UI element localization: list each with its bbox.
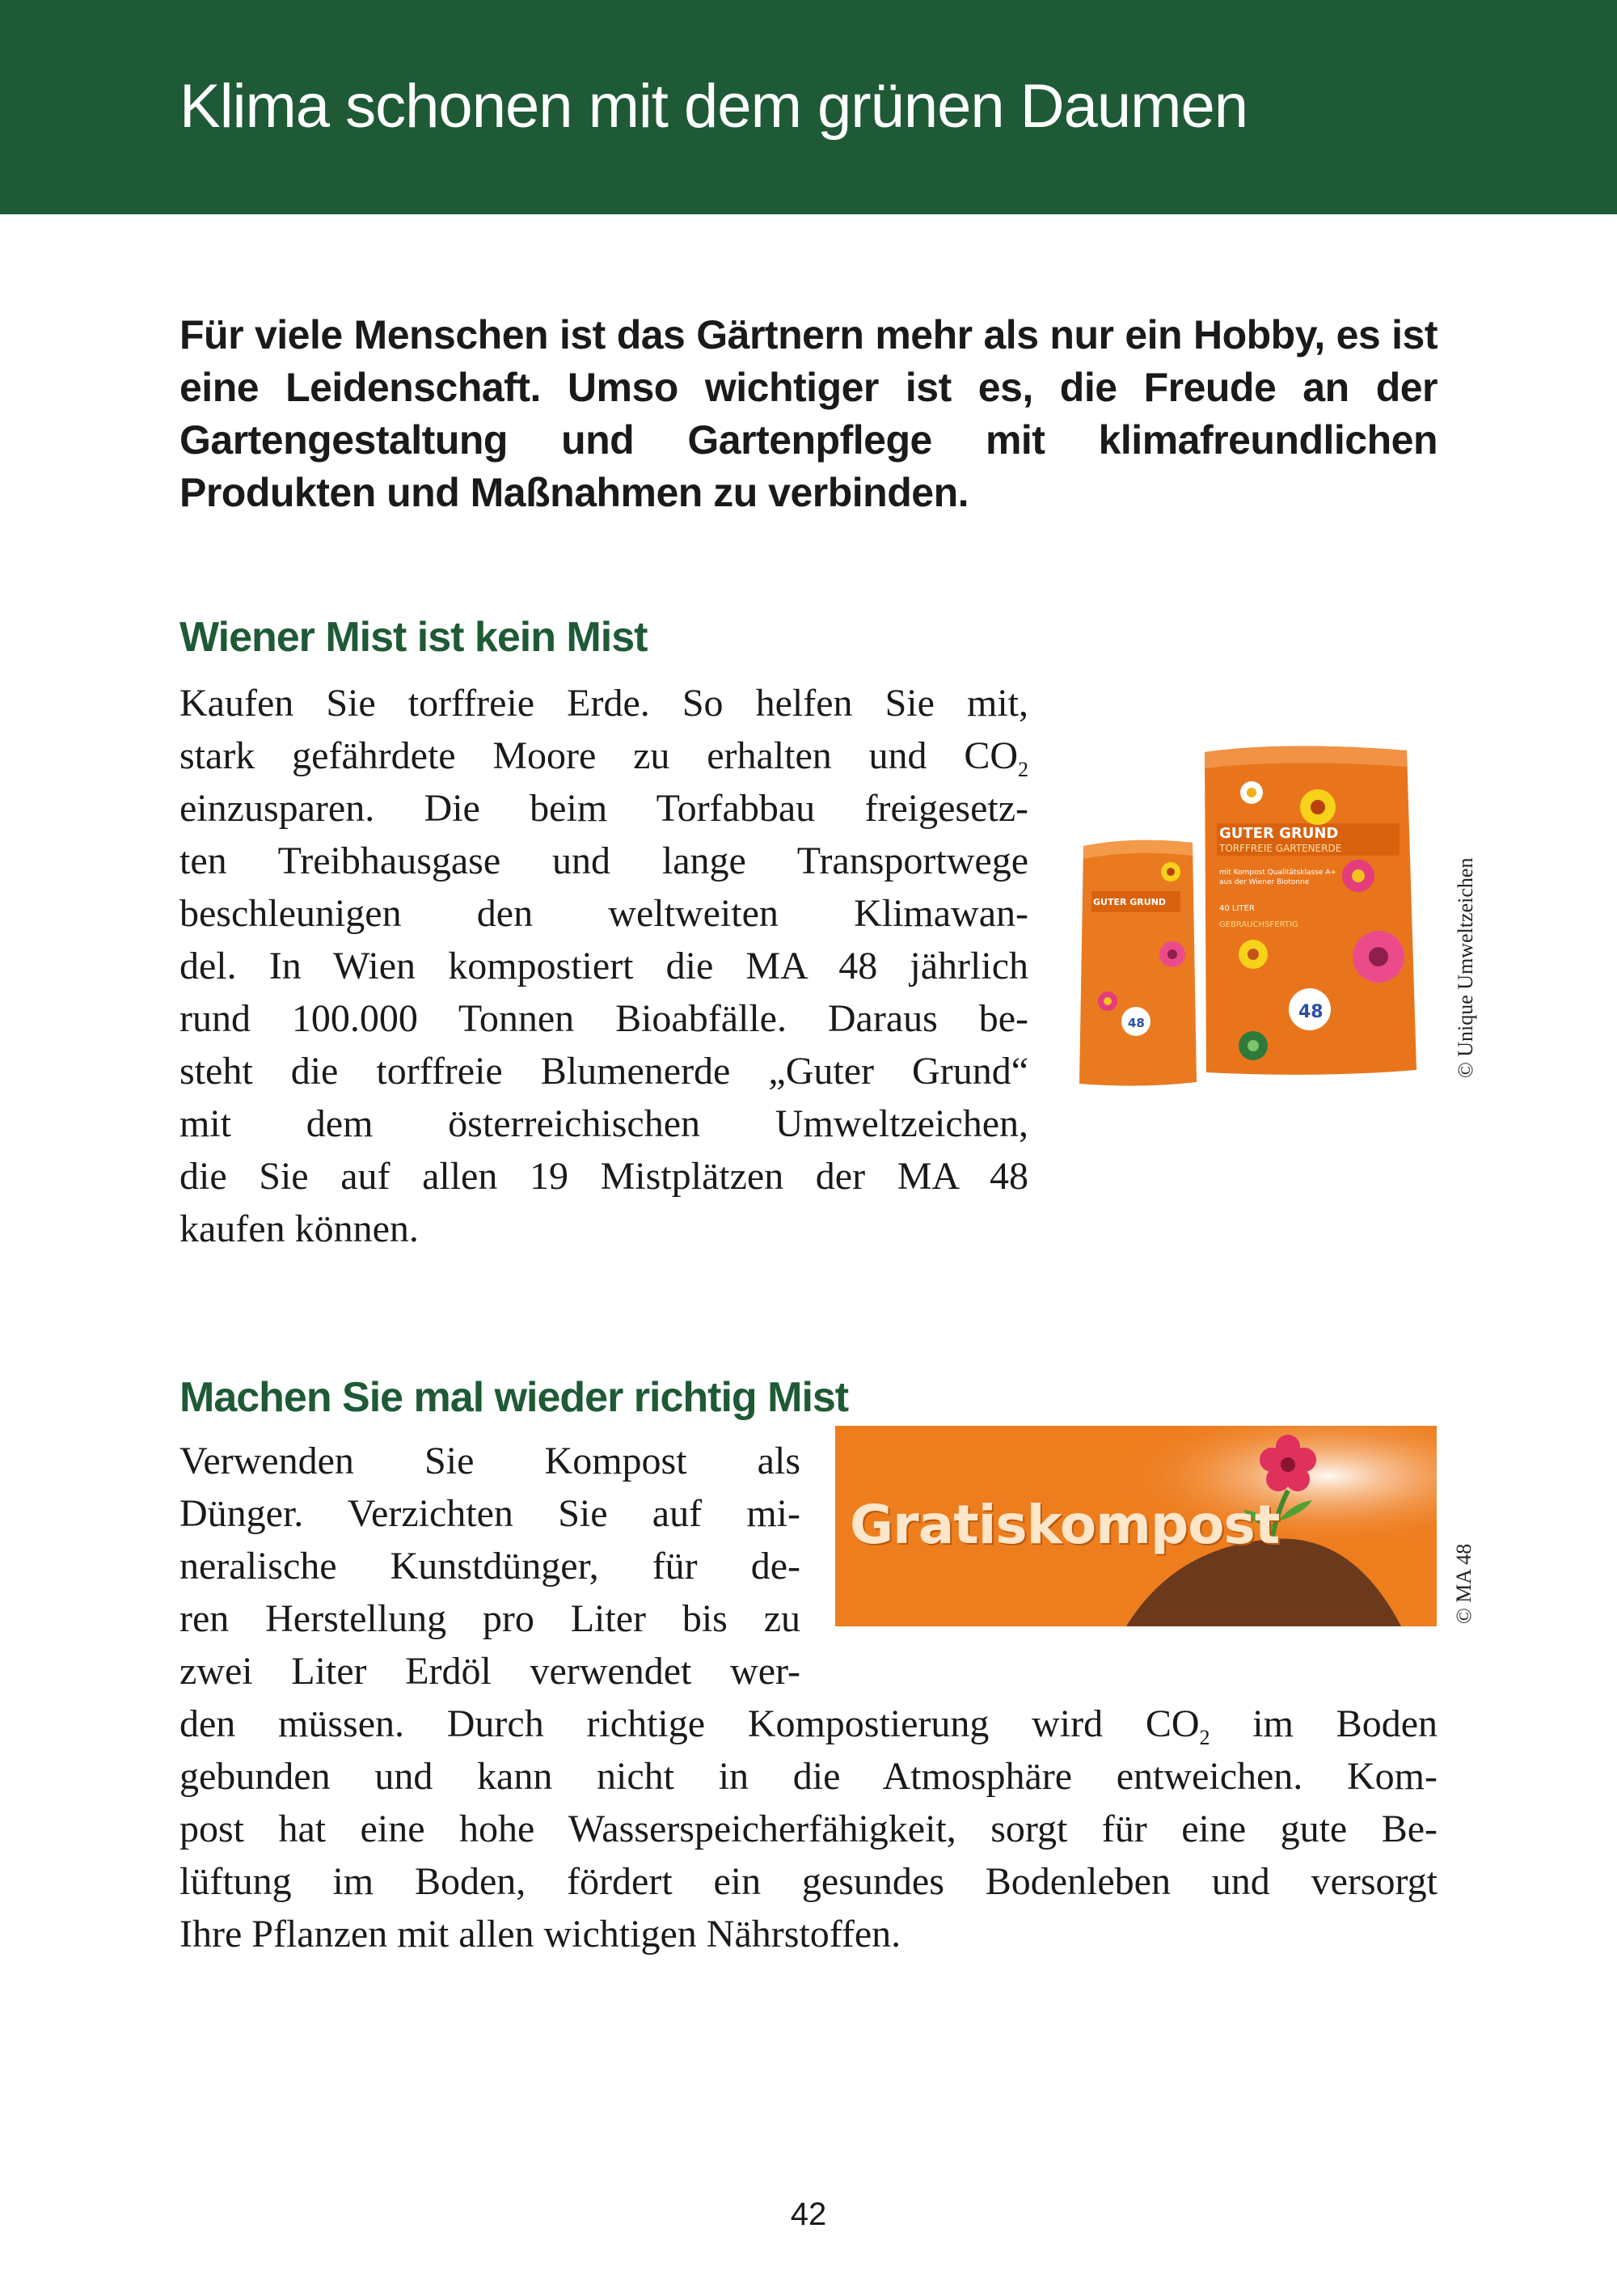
bag-line: mit Kompost Qualitätsklasse A+ xyxy=(1219,869,1336,877)
page-title: Klima schonen mit dem grünen Daumen xyxy=(179,72,1248,141)
flower-icon xyxy=(1239,1031,1268,1060)
svg-text:48: 48 xyxy=(1128,1016,1145,1030)
flower-icon xyxy=(1342,860,1374,892)
flower-icon xyxy=(1159,941,1185,967)
text-line: Ihre Pflanzen mit allen wichtigen Nährstoffen. xyxy=(179,1913,901,1956)
image-credit: © Unique Umweltzeichen xyxy=(1454,857,1477,1078)
section2-body-top xyxy=(179,1435,800,1698)
small-bag-title: GUTER GRUND xyxy=(1093,897,1167,907)
text-line: ten Treibhausgase und lange Transportwege xyxy=(179,839,1028,882)
bag-line: aus der Wiener Biotonne xyxy=(1219,878,1310,886)
text-line: ren Herstellung pro Liter bis zu xyxy=(179,1597,800,1640)
flower-icon xyxy=(1161,862,1180,882)
section-heading-machen-sie-mist: Machen Sie mal wieder richtig Mist xyxy=(179,1374,849,1421)
bag-subtitle: TORFFREIE GARTENERDE xyxy=(1219,843,1342,854)
soil-bags-image xyxy=(1075,742,1431,1090)
page-number: 42 xyxy=(790,2197,827,2232)
bag-extra: GEBRAUCHSFERTIG xyxy=(1219,920,1298,929)
text-fragment: den müssen. Durch richtige Kompostierung wird CO xyxy=(179,1702,1200,1745)
text-fragment: im Boden xyxy=(1252,1702,1438,1745)
svg-text:48: 48 xyxy=(1298,1002,1324,1022)
bag-volume: 40 LITER xyxy=(1219,904,1255,913)
flower-icon xyxy=(1239,940,1268,969)
bag-title: GUTER GRUND xyxy=(1219,825,1339,842)
flower-icon xyxy=(1098,992,1117,1011)
text-line: Kaufen Sie torffreie Erde. So helfen Sie mit, xyxy=(179,682,1028,725)
text-line: del. In Wien kompostiert die MA 48 jährlich xyxy=(179,945,1028,987)
gratiskompost-banner xyxy=(835,1426,1437,1626)
section-heading-wiener-mist: Wiener Mist ist kein Mist xyxy=(179,614,648,661)
section1-body xyxy=(179,677,1028,1255)
text-line: mit dem österreichischen Umweltzeichen, xyxy=(179,1102,1028,1145)
banner-credit: © MA 48 xyxy=(1452,1543,1476,1624)
text-line xyxy=(179,1698,1438,1750)
text-line: Dünger. Verzichten Sie auf mi- xyxy=(179,1492,800,1535)
text-line: neralische Kunstdünger, für de- xyxy=(179,1545,800,1588)
banner-text: Gratiskompost xyxy=(850,1494,1280,1556)
text-fragment: stark gefährdete Moore zu erhalten und CO xyxy=(179,734,1018,777)
text-line: gebunden und kann nicht in die Atmosphäre entweichen. Kom- xyxy=(179,1755,1438,1798)
text-line: post hat eine hohe Wasserspeicherfähigkeit, sorgt für eine gute Be- xyxy=(179,1808,1438,1850)
flower-icon xyxy=(1353,931,1404,983)
page-header xyxy=(0,0,1617,214)
flower-icon xyxy=(1300,789,1336,825)
ma48-logo-icon xyxy=(1289,988,1331,1030)
text-line: Verwenden Sie Kompost als xyxy=(179,1440,800,1482)
text-line: lüftung im Boden, fördert ein gesundes Bodenleben und versorgt xyxy=(179,1860,1438,1903)
text-line xyxy=(179,729,1028,782)
text-line: beschleunigen den weltweiten Klimawan- xyxy=(179,892,1028,935)
text-line: die Sie auf allen 19 Mistplätzen der MA 48 xyxy=(179,1155,1028,1198)
intro-paragraph: Für viele Menschen ist das Gärtnern mehr als nur ein Hobby, es ist eine Leidenschaft. Umso wichtiger ist es, die Freude an der Gartengestaltung und Gartenpflege mit klimafreundlichen Produkten und Maßnahmen zu verbinden. xyxy=(179,312,1438,515)
ma48-logo-icon xyxy=(1121,1007,1150,1036)
text-line: einzusparen. Die beim Torfabbau freigesetz- xyxy=(179,787,1028,830)
section2-body-bottom xyxy=(179,1698,1438,1960)
flower-icon xyxy=(1240,781,1263,804)
text-line: kaufen können. xyxy=(179,1207,419,1250)
text-line: rund 100.000 Tonnen Bioabfälle. Daraus be- xyxy=(179,997,1028,1040)
subscript: 2 xyxy=(1199,1726,1210,1749)
text-line: zwei Liter Erdöl verwendet wer- xyxy=(179,1650,800,1693)
text-line: steht die torffreie Blumenerde „Guter Grund“ xyxy=(179,1050,1028,1093)
subscript: 2 xyxy=(1018,758,1028,781)
